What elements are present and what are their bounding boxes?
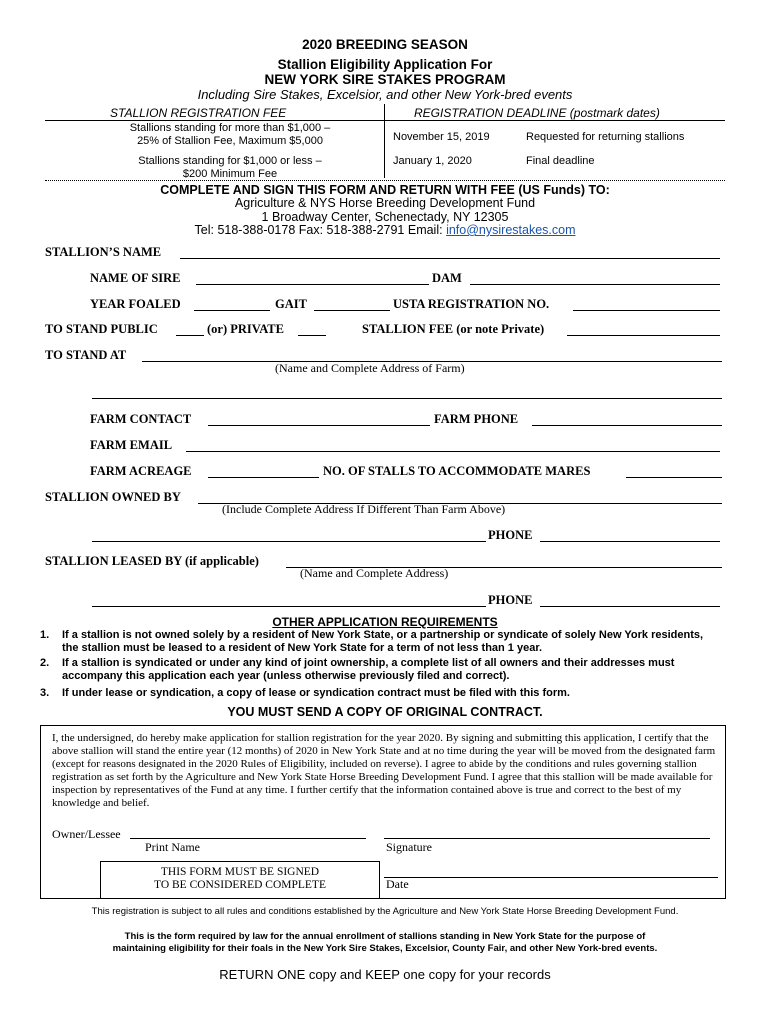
owner-phone-field[interactable] bbox=[540, 528, 720, 542]
fee-column-header: STALLION REGISTRATION FEE bbox=[110, 106, 287, 120]
owned-by-label: STALLION OWNED BY bbox=[45, 490, 181, 504]
deadline-2-date: January 1, 2020 bbox=[393, 155, 472, 167]
requirement-3-num: 3. bbox=[40, 687, 50, 699]
lessee-phone-field[interactable] bbox=[540, 593, 720, 607]
lessee-address-field[interactable] bbox=[92, 593, 486, 607]
table-divider bbox=[384, 104, 385, 178]
stallion-name-label: STALLION’S NAME bbox=[45, 245, 162, 259]
usta-field[interactable] bbox=[573, 297, 720, 311]
must-sign-line-2: TO BE CONSIDERED COMPLETE bbox=[154, 879, 326, 891]
owner-address-field[interactable] bbox=[92, 528, 486, 542]
stallion-name-field[interactable] bbox=[180, 245, 720, 259]
lessee-phone-label: PHONE bbox=[488, 593, 533, 607]
stallion-fee-label: STALLION FEE (or note Private) bbox=[362, 322, 545, 336]
usta-label: USTA REGISTRATION NO. bbox=[393, 297, 550, 311]
signature-field[interactable] bbox=[384, 825, 710, 839]
fund-address: 1 Broadway Center, Schenectady, NY 12305 bbox=[261, 210, 509, 224]
requirement-2-text: If a stallion is syndicated or under any kind of joint ownership, a complete list of all owners and their addresses must accompany this application each year (unless otherwise previously filed and correct). bbox=[62, 657, 675, 682]
farm-address-note: (Name and Complete Address of Farm) bbox=[275, 361, 465, 375]
form-title: Stallion Eligibility Application For bbox=[277, 57, 493, 72]
sire-field[interactable] bbox=[196, 271, 429, 285]
fee-row-1-line-a: Stallions standing for more than $1,000 – bbox=[129, 122, 331, 134]
year-foaled-field[interactable] bbox=[194, 297, 270, 311]
requirement-3-text: If under lease or syndication, a copy of lease or syndication contract must be filed with this form. bbox=[62, 687, 570, 699]
return-heading: COMPLETE AND SIGN THIS FORM AND RETURN WITH FEE (US Funds) TO: bbox=[160, 183, 610, 197]
leased-by-label: STALLION LEASED BY (if applicable) bbox=[45, 554, 259, 568]
date-field[interactable] bbox=[384, 864, 718, 878]
date-caption: Date bbox=[386, 877, 409, 891]
dotted-rule bbox=[45, 180, 725, 181]
dam-field[interactable] bbox=[470, 271, 720, 285]
farm-email-label: FARM EMAIL bbox=[90, 438, 173, 452]
fund-name: Agriculture & NYS Horse Breeding Development Fund bbox=[234, 196, 536, 210]
stallion-fee-field[interactable] bbox=[567, 322, 720, 336]
farm-contact-label: FARM CONTACT bbox=[90, 412, 192, 426]
stand-public-field[interactable] bbox=[176, 322, 204, 336]
form-subtitle: Including Sire Stakes, Excelsior, and other New York-bred events bbox=[197, 87, 573, 102]
season-heading: 2020 BREEDING SEASON bbox=[302, 37, 468, 52]
fee-row-2-line-a: Stallions standing for $1,000 or less – bbox=[138, 155, 322, 167]
to-stand-at-label: TO STAND AT bbox=[45, 348, 127, 362]
requirement-1-text: If a stallion is not owned solely by a resident of New York State, or a partnership or syndicate of solely New York residents, the stallion must be leased to a resident of New York State for a term of not less than 1 year. bbox=[62, 629, 704, 654]
certification-text: I, the undersigned, do hereby make application for stallion registration for the year 2020. By signing and submitting this application, I certify that the above stallion will stand the entire year (12 months) of 2020 in New York State and at no time during the year will be moved from the designated farm (except for reasons designated in the 2020 Rules of Eligibility, included on reverse). I agree to abide by the conditions and rules governing stallion registration as set forth by the Agriculture and New York State Horse Breeding Development Fund. I agree that this stallion will be made available for inspection by representatives of the Fund at any time. I further certify that the information contained above is true and correct to the best of my knowledge and belief. bbox=[52, 732, 716, 809]
lessee-address-note: (Name and Complete Address) bbox=[300, 566, 449, 580]
dam-label: DAM bbox=[432, 271, 462, 285]
private-label: (or) PRIVATE bbox=[207, 322, 284, 336]
fund-contact bbox=[0, 223, 770, 237]
stand-public-label: TO STAND PUBLIC bbox=[45, 322, 158, 336]
farm-phone-field[interactable] bbox=[532, 412, 722, 426]
requirement-1-num: 1. bbox=[40, 629, 50, 641]
must-sign-line-1: THIS FORM MUST BE SIGNED bbox=[160, 866, 320, 878]
fee-row-1-line-b: 25% of Stallion Fee, Maximum $5,000 bbox=[137, 135, 323, 147]
must-sign-notice bbox=[100, 866, 380, 892]
law-notice-line-2: maintaining eligibility for their foals in the New York Sire Stakes, Excelsior, County Fair, and other New York-bred events. bbox=[112, 943, 658, 954]
fund-email-link[interactable]: info@nysirestakes.com bbox=[446, 223, 576, 237]
farm-email-field[interactable] bbox=[186, 438, 720, 452]
fee-row-2-line-b: $200 Minimum Fee bbox=[182, 168, 278, 180]
gait-field[interactable] bbox=[314, 297, 390, 311]
deadline-column-header: REGISTRATION DEADLINE (postmark dates) bbox=[414, 106, 660, 120]
law-notice-line-1: This is the form required by law for the annual enrollment of stallions standing in New York State for the purpose of bbox=[124, 931, 646, 942]
deadline-1-date: November 15, 2019 bbox=[393, 131, 490, 143]
stalls-label: NO. OF STALLS TO ACCOMMODATE MARES bbox=[323, 464, 591, 478]
signature-caption: Signature bbox=[386, 840, 432, 854]
farm-phone-label: FARM PHONE bbox=[434, 412, 519, 426]
fee-row-1 bbox=[90, 122, 370, 148]
rules-notice: This registration is subject to all rules and conditions established by the Agriculture and New York State Horse Breeding Development Fund. bbox=[91, 906, 679, 917]
requirement-2-num: 2. bbox=[40, 657, 50, 669]
to-stand-at-field[interactable] bbox=[142, 348, 722, 362]
fee-row-2 bbox=[90, 155, 370, 181]
table-header-rule bbox=[45, 120, 725, 121]
print-name-caption: Print Name bbox=[145, 840, 200, 854]
farm-address-field[interactable] bbox=[92, 385, 722, 399]
contract-notice: YOU MUST SEND A COPY OF ORIGINAL CONTRACT. bbox=[227, 705, 543, 719]
owner-phone-label: PHONE bbox=[488, 528, 533, 542]
requirements-heading: OTHER APPLICATION REQUIREMENTS bbox=[272, 615, 498, 629]
return-copy-notice: RETURN ONE copy and KEEP one copy for your records bbox=[219, 967, 551, 982]
farm-acreage-field[interactable] bbox=[208, 464, 319, 478]
year-foaled-label: YEAR FOALED bbox=[90, 297, 181, 311]
owner-print-name-field[interactable] bbox=[130, 825, 366, 839]
owner-address-note: (Include Complete Address If Different Than Farm Above) bbox=[222, 502, 506, 516]
program-title: NEW YORK SIRE STAKES PROGRAM bbox=[264, 72, 506, 87]
private-field[interactable] bbox=[298, 322, 326, 336]
law-notice bbox=[0, 931, 770, 955]
gait-label: GAIT bbox=[275, 297, 307, 311]
stalls-field[interactable] bbox=[626, 464, 722, 478]
deadline-2-note: Final deadline bbox=[526, 155, 595, 167]
owner-lessee-label: Owner/Lessee bbox=[52, 827, 121, 841]
fund-contact-text: Tel: 518-388-0178 Fax: 518-388-2791 Email: bbox=[194, 223, 443, 237]
farm-contact-field[interactable] bbox=[208, 412, 430, 426]
farm-acreage-label: FARM ACREAGE bbox=[90, 464, 192, 478]
sire-label: NAME OF SIRE bbox=[90, 271, 181, 285]
deadline-1-note: Requested for returning stallions bbox=[526, 131, 685, 143]
